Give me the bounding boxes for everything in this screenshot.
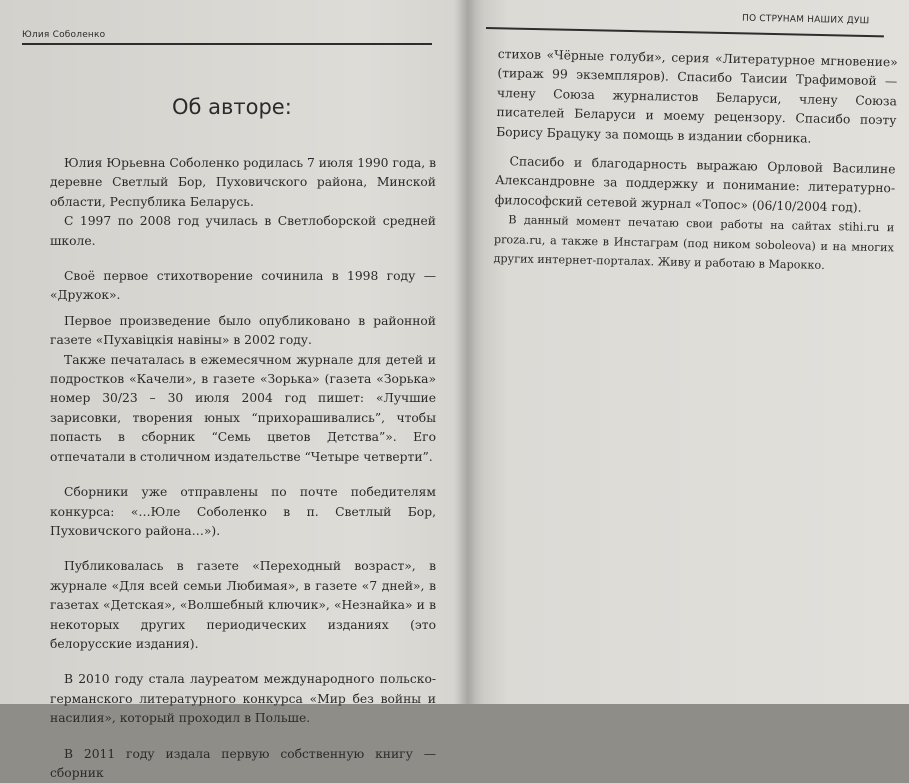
paragraph-school: С 1997 по 2008 год училась в Светлоборской средней школе. [50,214,436,248]
left-page-body [50,154,436,783]
paragraph-first-book: В 2011 году издала первую собственную книгу — сборник [50,746,436,780]
paragraph-sites: В данный момент печатаю свои работы на сайтах stihi.ru и proza.ru, а также в Инстаграм (под ником soboleova) и на многих других интернет-порталах. Живу и работаю в Марокко. [493,213,895,272]
paragraph-birth: Юлия Юрьевна Соболенко родилась 7 июля 1990 года, в деревне Светлый Бор, Пуховичского района, Минской области, Республика Беларусь. [50,156,436,209]
paragraph-continued: стихов «Чёрные голуби», серия «Литературное мгновение» (тираж 99 экземпляров). Спасибо Таисии Трафимовой — члену Союза журналистов Беларуси, члену Союза писателей Беларуси и моему рецензору. Спасибо поэту Борису Брацуку за помощь в издании сборника. [496,46,898,146]
page-title: Об авторе: [172,95,292,119]
paragraph-contest: Сборники уже отправлены по почте победителям конкурса: «…Юле Соболенко в п. Светлый Бор, Пуховичского района…»). [50,485,436,538]
running-head-author: Юлия Соболенко [22,30,106,40]
paragraph-laureate: В 2010 году стала лауреатом международного польско-германского литературного конкурса «Мир без войны и насилия», который проходил в Польше. [50,672,436,726]
right-page-body [493,45,898,277]
paragraph-first-poem: Своё первое стихотворение сочинила в 1998 году — «Дружок». [50,269,436,303]
running-head-book-title: ПО СТРУНАМ НАШИХ ДУШ [741,13,870,27]
paragraph-newspapers: Публиковалась в газете «Переходный возраст», в журнале «Для всей семьи Любимая», в газете «7 дней», в газетах «Детская», «Волшебный ключик», «Незнайка» и в некоторых других периодических изданиях (это белорусские издания). [50,559,436,651]
paragraph-first-publication: Первое произведение было опубликовано в районной газете «Пухавіцкія навіны» в 2002 году. [50,313,436,348]
right-page [470,0,909,704]
header-rule [22,43,432,45]
header-rule [486,27,884,37]
paragraph-kacheli: Также печаталась в ежемесячном журнале для детей и подростков «Качели», в газете «Зорька» (газета «Зорька» номер 30/23 – 30 июля 2004 год пишет: «Лучшие зарисовки, творения юных “прихорашивались”, чтобы попасть в сборник “Семь цветов Детства”». Его отпечатали в столичном издательстве “Четыре четверти”. [50,352,436,464]
paragraph-thanks: Спасибо и благодарность выражаю Орловой Василине Александровне за поддержку и понимание: литературно-философский сетевой журнал «Топос» (06/10/2004 год). [494,154,896,215]
